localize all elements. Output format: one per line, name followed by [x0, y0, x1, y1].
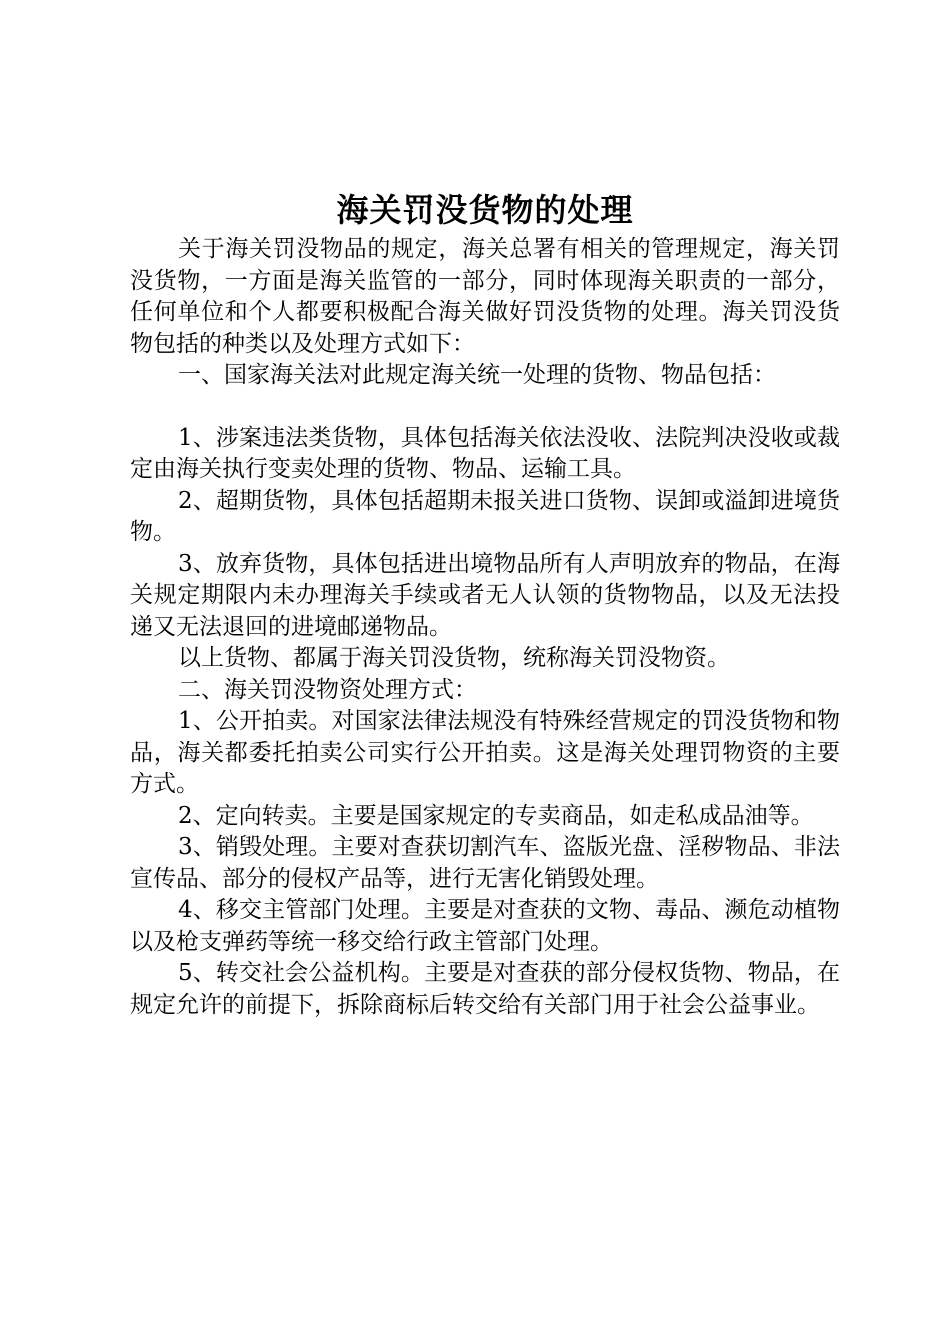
paragraph-item-1: 1、涉案违法类货物，具体包括海关依法没收、法院判决没收或裁定由海关执行变卖处理的货物、物品、运输工具。	[130, 424, 840, 482]
paragraph-method-2: 2、定向转卖。主要是国家规定的专卖商品，如走私成品油等。	[178, 802, 814, 829]
document-page	[130, 188, 840, 1021]
paragraph-method-5: 5、转交社会公益机构。主要是对查获的部分侵权货物、物品，在规定允许的前提下，拆除商标后转交给有关部门用于社会公益事业。	[130, 960, 840, 1018]
paragraph-item-3: 3、放弃货物，具体包括进出境物品所有人声明放弃的物品，在海关规定期限内未办理海关手续或者无人认领的货物物品，以及无法投递又无法退回的进境邮递物品。	[130, 550, 840, 640]
paragraph-item-2: 2、超期货物，具体包括超期未报关进口货物、误卸或溢卸进境货物。	[130, 487, 840, 545]
paragraph-intro: 关于海关罚没物品的规定，海关总署有相关的管理规定，海关罚没货物，一方面是海关监管的一部分，同时体现海关职责的一部分，任何单位和个人都要积极配合海关做好罚没货物的处理。海关罚没货物包括的种类以及处理方式如下：	[130, 236, 840, 357]
paragraph-method-3: 3、销毁处理。主要对查获切割汽车、盗版光盘、淫秽物品、非法宣传品、部分的侵权产品等，进行无害化销毁处理。	[130, 834, 840, 892]
paragraph-method-4: 4、移交主管部门处理。主要是对查获的文物、毒品、濒危动植物以及枪支弹药等统一移交给行政主管部门处理。	[130, 897, 840, 955]
paragraph-section-one-heading: 一、国家海关法对此规定海关统一处理的货物、物品包括：	[178, 362, 776, 388]
paragraph-method-1: 1、公开拍卖。对国家法律法规没有特殊经营规定的罚没货物和物品，海关都委托拍卖公司实行公开拍卖。这是海关处理罚物资的主要方式。	[130, 708, 840, 797]
paragraph-summary: 以上货物、都属于海关罚没货物，统称海关罚没物资。	[178, 645, 730, 671]
document-title: 海关罚没货物的处理	[336, 191, 634, 229]
paragraph-section-two-heading: 二、海关罚没物资处理方式：	[178, 676, 477, 703]
